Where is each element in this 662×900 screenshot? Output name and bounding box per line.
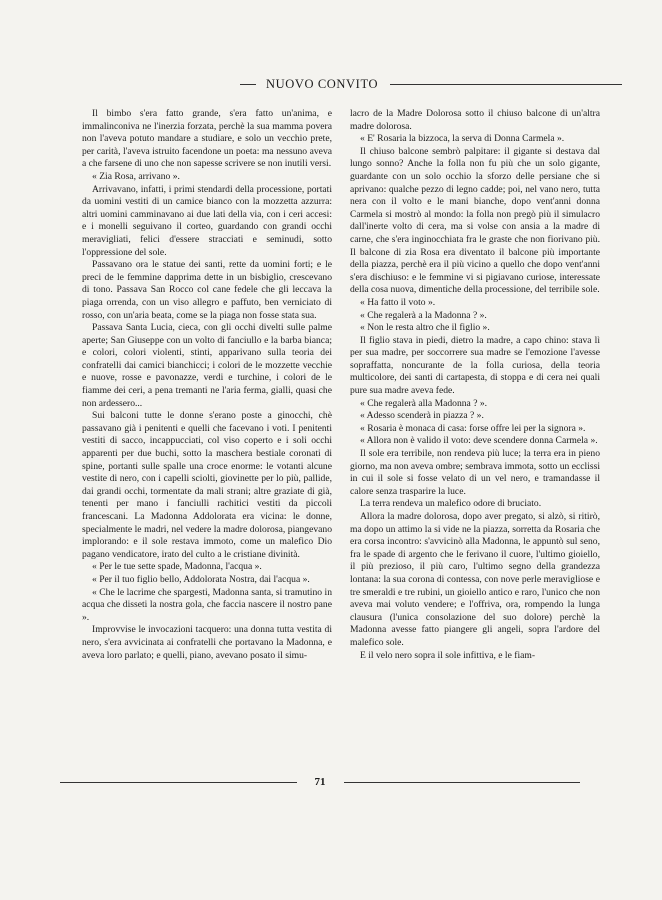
paragraph: lacro de la Madre Dolorosa sotto il chiuso balcone di un'altra madre dolorosa. xyxy=(350,108,600,132)
text-columns xyxy=(82,108,600,758)
paragraph: « Per il tuo figlio bello, Addolorata Nostra, dai l'acqua ». xyxy=(92,573,310,585)
right-column xyxy=(350,108,600,758)
header-rule-right xyxy=(390,84,622,85)
paragraph: Il bimbo s'era fatto grande, s'era fatto un'anima, e immalinconiva ne l'inerzia forzata, perchè la sua mamma povera non l'aveva potuto mandare a studiare, e solo un vecchio prete, per carità, l'aveva istruito facendone un poeta: ma nessuno aveva a che farsene di uno che non sapesse scrivere se non inutili versi. xyxy=(82,108,332,170)
paragraph: Passavano ora le statue dei santi, rette da uomini forti; e le preci de le femmine dapprima dette in un bisbiglio, crescevano di tono. Passava San Rocco col cane fedele che gli leccava la piaga orrenda, con un viso allegro e paffuto, ben verniciato di rosso, con un'aria beata, come se la piaga non fosse stata sua. xyxy=(82,259,332,321)
paragraph: Arrivavano, infatti, i primi stendardi della processione, portati da uomini vestiti di un camice bianco con la mozzetta azzurra: altri uomini camminavano ai due lati della via, con i ceri accesi: e i monelli seguivano il corteo, guardando con grandi occhi meravigliati, felici d'essere stracciati e seminudi, sotto l'oppressione del sole. xyxy=(82,183,332,258)
paragraph: Il chiuso balcone sembrò palpitare: il gigante si destava dal lungo sonno? Anche la folla non fu più che un solo gigante, guardante con un solo occhio la sforzo delle persiane che si aprivano: qualche pezzo di legno cadde; poi, nel vano nero, tutta nera con il volto e le mani bianche, dopo vent'anni donna Carmela si mostrò al mondo: la folla non pregò più il simulacro dall'inerte volto di cera, ma si volse con ansia a la madre di carne, che s'era inginocchiata fra le graste che non fiorivano più. Il balcone di zia Rosa era diventato il balcone più importante della piazza, perchè era il più vicino a quello che dopo vent'anni s'era dischiuso: e le femmine vi si pigiavano curiose, interessate della cosa nuova, dimentiche della processione, del terribile sole. xyxy=(350,145,600,296)
paragraph: « Che le lacrime che spargesti, Madonna santa, si tramutino in acqua che disseti la nostra gola, che faccia nascere il nostro pane ». xyxy=(82,586,332,623)
paragraph: Il figlio stava in piedi, dietro la madre, a capo chino: stava lì per sua madre, per soccorrere sua madre se l'emozione l'avesse sopraffatta, noncurante de la folla curiosa, della teoria multicolore, dei santi di cartapesta, di stoppa e di cera nei quali pure sua madre aveva fede. xyxy=(350,334,600,397)
paragraph: Sui balconi tutte le donne s'erano poste a ginocchi, chè passavano già i penitenti e quelli che facevano i voti. I penitenti vestiti di sacco, incappucciati, col viso coperto e i soli occhi apparenti per due buchi, sotto la maschera bestiale coronati di spine, portanti sulle spalle una croce enorme: le votanti alcune vestite di nero, con i capelli sciolti, giovinette per lo più, pallide, dai grandi occhi, tormentate da mali strani; altre graziate di già, tenenti per mano i fanciulli rachitici vestiti da piccoli francescani. La Madonna Addolorata era vicina: le donne, specialmente le madri, nel vedere la madre dolorosa, piangevano implorando: e il sole restava immoto, come un malefico Dio pagano vendicatore, irato del culto a le cristiane divinità. xyxy=(82,410,332,560)
footer-rule-left xyxy=(60,782,297,783)
footer-rule-right xyxy=(344,782,581,783)
paragraph: « Che regalerà alla Madonna ? ». xyxy=(360,397,488,409)
left-column xyxy=(82,108,332,758)
paragraph: « Rosaria è monaca di casa: forse offre lei per la signora ». xyxy=(360,422,586,434)
paragraph: Allora la madre dolorosa, dopo aver pregato, si alzò, si ritirò, ma dopo un attimo la si vide ne la piazza, sorretta da Rosaria che era corsa incontro: s'avvicinò alla Madonna, le appuntò sul seno, fra le spade di argento che le ferivano il cuore, l'ultimo gioiello, il più prezioso, il più caro, l'ultimo segno della grandezza lontana: la sua corona di contessa, con nove perle meravigliose e tre smeraldi e tre rubini, un gioiello antico e raro, l'unico che non aveva mai voluto vendere; e l'offriva, ora, rompendo la lunga clausura (l'unica consolazione del suo dolore) perchè la Madonna avesse fatto piangere gli angeli, sopra l'ardore del malefico sole. xyxy=(350,511,600,648)
journal-title: NUOVO CONVITO xyxy=(266,76,379,91)
paragraph: « Zia Rosa, arrivano ». xyxy=(92,170,180,182)
page-number: 71 xyxy=(314,776,326,788)
paragraph: Improvvise le invocazioni tacquero: una donna tutta vestita di nero, s'era avvicinata ai confratelli che portavano la Madonna, e aveva loro parlato; e quelli, piano, avevano posato il simu- xyxy=(82,624,332,661)
page-footer xyxy=(60,774,580,790)
paragraph: « Adesso scenderà in piazza ? ». xyxy=(360,410,484,422)
paragraph: Il sole era terribile, non rendeva più luce; la terra era in pieno giorno, ma non aveva ombre; sembrava immota, sotto un ecclissi in cui il sole si fosse velato di un vel nero, e tramandasse il calore senza trasparire la luce. xyxy=(350,448,600,497)
paragraph: « Per le tue sette spade, Madonna, l'acqua ». xyxy=(92,561,262,573)
header-rule-left xyxy=(240,84,256,85)
paragraph: « Che regalerà a la Madonna ? ». xyxy=(360,309,487,321)
paragraph: « Allora non è valido il voto: deve scendere donna Carmela ». xyxy=(360,435,598,447)
paragraph: Passava Santa Lucia, cieca, con gli occhi divelti sulle palme aperte; San Giuseppe con un volto di fanciullo e la barba bianca; e colori, colori violenti, stinti, apparivano sulla teoria dei confratelli dai camici bianchicci; i colori de le mozzette vecchie e nuove, rosse e pavonazze, verdi e turchine, i colori de le fiamme dei ceri, a pena tremanti ne l'aria ferma, gialli, quasi che non ardessero... xyxy=(82,322,332,409)
paragraph: « E' Rosaria la bizzoca, la serva di Donna Carmela ». xyxy=(360,133,565,145)
paragraph: « Non le resta altro che il figlio ». xyxy=(360,322,490,334)
paragraph: E il velo nero sopra il sole infittiva, e le fiam- xyxy=(360,649,536,661)
running-header xyxy=(240,74,622,94)
paragraph: La terra rendeva un malefico odore di bruciato. xyxy=(360,498,542,510)
paragraph: « Ha fatto il voto ». xyxy=(360,296,436,308)
